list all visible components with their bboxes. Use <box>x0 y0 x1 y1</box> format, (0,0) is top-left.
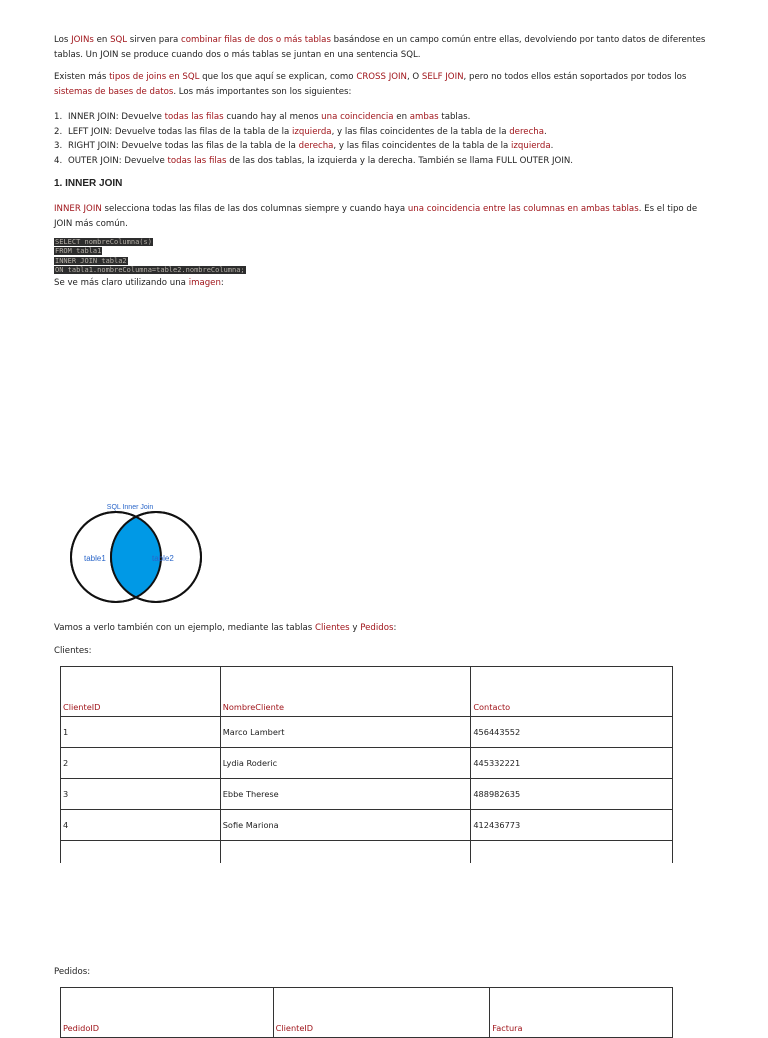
text: , pero no todos ellos están soportados por todos los <box>463 72 687 82</box>
text: INNER JOIN: Devuelve <box>68 112 165 122</box>
types-paragraph <box>54 70 716 99</box>
list-item <box>54 154 573 169</box>
text: Vamos a verlo también con un ejemplo, mediante las tablas <box>54 623 316 633</box>
text: y <box>349 623 361 633</box>
pedidos-link[interactable]: Pedidos <box>360 623 394 633</box>
text: OUTER JOIN: Devuelve <box>68 156 168 167</box>
clientes-link[interactable]: Clientes <box>315 623 350 633</box>
table-cell: Sofie Mariona <box>220 810 471 841</box>
izquierda-link[interactable]: izquierda <box>292 126 332 137</box>
table-cell <box>471 841 673 864</box>
inner-join-venn-diagram <box>54 497 214 607</box>
combinar-link[interactable]: combinar filas de dos o más tablas <box>181 35 331 45</box>
text: : <box>220 278 224 288</box>
table-header-row <box>61 1018 673 1038</box>
table-row <box>61 748 673 779</box>
table-cell: 1 <box>61 717 221 748</box>
column-header: Factura <box>490 1018 673 1038</box>
text: que los que aquí se explican, como <box>199 72 357 82</box>
column-header: Contacto <box>471 697 673 717</box>
table-cell <box>471 667 673 698</box>
pedidos-label: Pedidos: <box>54 967 91 977</box>
izquierda-link[interactable]: izquierda <box>511 141 551 152</box>
sql-link[interactable]: SQL <box>110 35 128 45</box>
code-line <box>54 247 246 256</box>
code-line <box>54 238 246 247</box>
cross-join-link[interactable]: CROSS JOIN <box>356 72 407 82</box>
text: de las dos tablas, la izquierda y la derecha. También se llama FULL OUTER JOIN. <box>226 156 574 167</box>
list-item <box>54 110 573 125</box>
table-cell: 3 <box>61 779 221 810</box>
text: sirven para <box>127 35 182 45</box>
code-block <box>54 238 246 275</box>
column-header: NombreCliente <box>220 697 471 717</box>
list-number: 2. <box>54 126 63 137</box>
text: tablas. <box>438 112 471 122</box>
table-row <box>61 779 673 810</box>
code-text: ON tabla1.nombreColumna=table2.nombreColumna; <box>55 265 245 274</box>
derecha-link[interactable]: derecha <box>509 126 545 137</box>
venn-title: SQL Inner Join <box>106 504 154 511</box>
text: Los <box>54 35 72 45</box>
text: . Los más importantes son los siguientes: <box>173 86 352 97</box>
column-header: ClienteID <box>273 1018 490 1038</box>
section-heading: 1. INNER JOIN <box>54 178 123 189</box>
self-join-link[interactable]: SELF JOIN <box>421 72 464 82</box>
column-header: ClienteID <box>61 697 221 717</box>
ambas-link[interactable]: ambas <box>409 112 439 122</box>
text: , y las filas coincidentes de la tabla de la <box>331 126 510 137</box>
table-cell <box>61 988 274 1019</box>
text: : <box>393 623 397 633</box>
clientes-table <box>60 666 673 863</box>
table-cell <box>220 841 471 864</box>
image-intro <box>54 276 224 291</box>
derecha-link[interactable]: derecha <box>298 141 334 152</box>
text: en <box>93 35 111 45</box>
list-number: 3. <box>54 141 63 152</box>
table-cell: 412436773 <box>471 810 673 841</box>
table-cell <box>61 667 221 698</box>
table-cell: 4 <box>61 810 221 841</box>
text: . <box>544 126 547 137</box>
text: LEFT JOIN: Devuelve todas las filas de la tabla de la <box>68 126 292 137</box>
text: basándose en un campo común entre ellas, devolviendo por tanto datos de diferentes tablas. Un JOIN se produce cuando dos o más tablas se juntan en una sentencia SQL. <box>54 35 706 60</box>
list-number: 1. <box>54 112 63 122</box>
text: . <box>550 141 554 152</box>
inner-join-paragraph <box>54 202 716 231</box>
table2-label: table2 <box>152 554 174 563</box>
text: Se ve más claro utilizando una <box>54 278 189 288</box>
table-cell: Marco Lambert <box>220 717 471 748</box>
text: , O <box>406 72 422 82</box>
table-cell: 488982635 <box>471 779 673 810</box>
join-types-list <box>54 110 573 169</box>
table1-label: table1 <box>84 554 106 563</box>
code-text: SELECT nombreColumna(s) <box>55 238 152 246</box>
coincidencia-link[interactable]: una coincidencia <box>321 112 394 122</box>
table-spacer-row <box>61 988 673 1019</box>
code-text: INNER JOIN tabla2 <box>55 256 127 265</box>
table-cell <box>273 988 490 1019</box>
inner-join-link[interactable]: INNER JOIN <box>54 204 102 214</box>
table-header-row <box>61 697 673 717</box>
intro-paragraph <box>54 33 716 62</box>
imagen-link[interactable]: imagen <box>188 278 221 288</box>
text: selecciona todas las filas de las dos columnas siempre y cuando haya <box>101 204 408 214</box>
joins-link[interactable]: JOINs <box>71 35 94 45</box>
table-cell: 445332221 <box>471 748 673 779</box>
code-line <box>54 257 246 266</box>
coincidencia-link[interactable]: una coincidencia entre las columnas en ambas tablas <box>407 204 639 214</box>
list-item <box>54 139 573 154</box>
table-cell: Lydia Roderic <box>220 748 471 779</box>
table-row <box>61 717 673 748</box>
pedidos-table <box>60 987 673 1038</box>
table-cell <box>61 841 221 864</box>
table-cell: Ebbe Therese <box>220 779 471 810</box>
table-cell <box>490 988 673 1019</box>
table-row <box>61 841 673 864</box>
table-cell: 2 <box>61 748 221 779</box>
code-line <box>54 266 246 275</box>
text: cuando hay al menos <box>223 112 322 122</box>
table-cell <box>220 667 471 698</box>
column-header: PedidoID <box>61 1018 274 1038</box>
table-row <box>61 810 673 841</box>
list-number: 4. <box>54 156 63 167</box>
list-item <box>54 125 573 140</box>
table-spacer-row <box>61 667 673 698</box>
text: Existen más <box>54 72 110 82</box>
text: RIGHT JOIN: Devuelve todas las filas de la tabla de la <box>68 141 299 152</box>
todas-link[interactable]: todas las filas <box>167 156 227 167</box>
table-cell: 456443552 <box>471 717 673 748</box>
text: . Es el tipo de JOIN más común. <box>54 204 698 229</box>
clientes-label: Clientes: <box>54 646 92 656</box>
sistemas-link[interactable]: sistemas de bases de datos <box>54 86 174 97</box>
code-text: FROM tabla1 <box>55 247 102 256</box>
tipos-link[interactable]: tipos de joins en SQL <box>109 72 200 82</box>
text: , y las filas coincidentes de la tabla de la <box>333 141 512 152</box>
todas-link[interactable]: todas las filas <box>164 112 224 122</box>
text: en <box>393 112 410 122</box>
example-intro <box>54 621 396 636</box>
